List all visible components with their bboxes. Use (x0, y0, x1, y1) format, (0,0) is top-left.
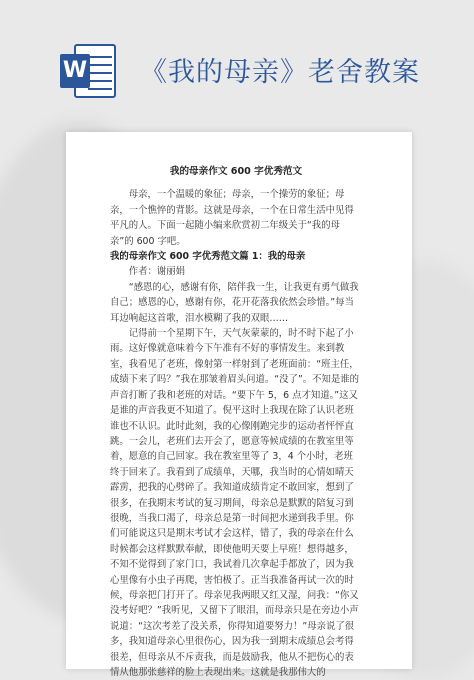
document-title: 我的母亲作文 600 字优秀范文 (169, 166, 303, 177)
page-title: 《我的母亲》老舍教案 (140, 57, 420, 88)
section-heading: 我的母亲作文 600 字优秀范文篇 1：我的母亲 (110, 251, 306, 263)
document-page (66, 132, 412, 678)
body-paragraph: “感恩的心，感谢有你，陪伴我一生，让我更有勇气做我自己；感恩的心，感谢有你，花开花落我依然会珍惜。”每当耳边响起这首歌，泪水模糊了我的双眼…… (110, 281, 359, 324)
word-document-icon (60, 40, 118, 102)
author-line: 作者：谢丽娟 (128, 266, 186, 278)
intro-paragraph: 母亲，一个温暖的象征；母亲，一个操劳的象征；母亲，一个憔悴的背影。这就是母亲，一个在日常生活中见得平凡的人。下面一起随小编来欣赏初二年级关于“我的母亲”的 600 字吧。 (110, 189, 354, 247)
word-logo-letter: W (60, 54, 90, 88)
header-banner (0, 0, 474, 120)
body-paragraph: 记得前一个星期下午，天气灰蒙蒙的，时不时下起了小雨。这好像就意味着今下午准有不好的事情发生。来到教室，我看见了老班，像射第一样射到了老班面前：“班主任，成绩下来了吗？”我在那皱着眉头问道。“没了”。不知是谁的声音打断了我和老班的对话。“要下午 5，6 点才知道。”这又是谁的声音我更不知道了。倪平这时上我现在除了认识老班谁也不认识。此时此刻，我的心像刚跑完步的运动者怦怦直跳。一会儿，老班们去开会了，愿意等候成绩的在教室里等着，愿意的自己回家。我在教室里等了 3，4 个小时，老班终于回来了。我看到了成绩单，天哪，我当时的心情如晴天霹雳，把我的心劈碎了。我知道成绩肯定不敢回家，想到了很多，在我期末考试的复习期间，母亲总是默默的陪复习到很晚，当我口渴了，母亲总是第一时间把水递到我手里。你们可能说这只是期末考试才会这样，错了，我的母亲在什么时候都会这样默默奉献，即使他明天要上早班！想得越多，不知不觉得到了家门口，我试着几次拿起手都放了，因为我心里像有小虫子再爬，害怕极了。正当我准备再试一次的时候，母亲把门打开了。母亲见我两眼又红又湿，问我：“你又没考好吧？”我听见，又留下了眼泪，而母亲只是在旁边小声说道：“这次考差了没关系，你得知道要努力！”母亲说了很多，我知道母亲心里很伤心，因为我一到期末成绩总会考得很差，但母亲从不斥责我，而是鼓励我，他从不把伤心的表情从他那张慈祥的脸上表现出来。这就是我那伟大的 (110, 328, 359, 678)
document-content (110, 164, 362, 680)
